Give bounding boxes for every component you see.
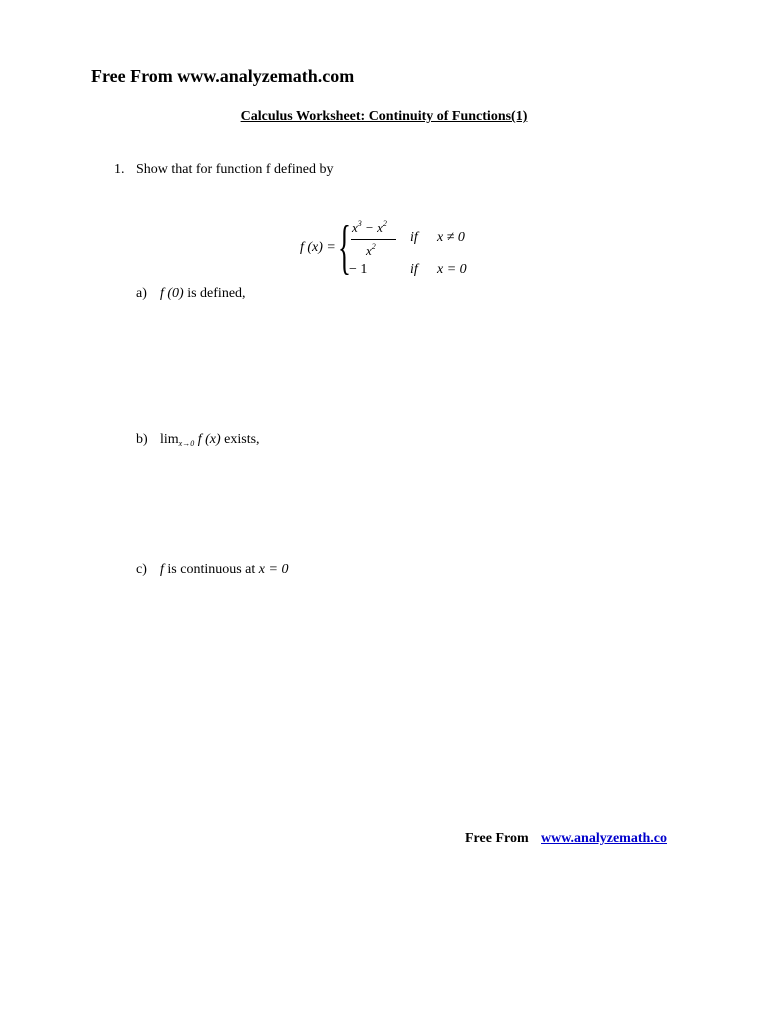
footer-prefix: Free From: [465, 831, 529, 846]
fraction-numerator: [352, 219, 387, 236]
part-c-label: c): [136, 562, 147, 577]
case1-if: if: [410, 230, 418, 245]
case2-if: if: [410, 262, 418, 277]
part-c-expr: f: [160, 562, 164, 577]
fraction-bar: [351, 239, 396, 240]
problem-text: Show that for function f defined by: [136, 162, 334, 177]
part-b-lim: lim: [160, 432, 179, 447]
part-a-label: a): [136, 286, 147, 301]
header-title: Free From www.analyzemath.com: [91, 66, 355, 86]
piecewise-brace: {: [338, 214, 351, 280]
part-a-desc: is defined,: [183, 286, 246, 301]
part-a-expr: f (0): [160, 286, 184, 301]
part-b-expr: f (x): [194, 432, 221, 447]
denominator-exp: 2: [371, 242, 376, 251]
part-a-text: [160, 286, 246, 302]
footer-link[interactable]: www.analyzemath.co: [541, 831, 667, 846]
numerator-operator: −: [361, 220, 378, 235]
part-c-cond: x = 0: [258, 562, 289, 577]
numerator-exp-b: 2: [382, 219, 387, 228]
function-lhs: f (x) =: [300, 240, 336, 255]
case2-value: − 1: [349, 262, 368, 277]
part-b-desc: exists,: [220, 432, 260, 447]
numerator-term-a: x: [352, 220, 358, 235]
numerator-exp-a: 3: [357, 219, 362, 228]
part-c-desc: is continuous at: [163, 562, 259, 577]
part-b-lim-sub: x→0: [178, 439, 195, 448]
part-c-text: [160, 562, 288, 578]
fraction-denominator: [366, 242, 376, 259]
case1-condition: x ≠ 0: [437, 230, 465, 245]
problem-number: 1.: [114, 162, 125, 177]
part-b-label: b): [136, 432, 148, 447]
denominator-term: x: [366, 243, 372, 258]
part-b-text: [160, 432, 260, 448]
worksheet-title: Calculus Worksheet: Continuity of Functions(1): [240, 109, 528, 124]
numerator-term-b: x: [377, 220, 383, 235]
case2-condition: x = 0: [437, 262, 467, 277]
